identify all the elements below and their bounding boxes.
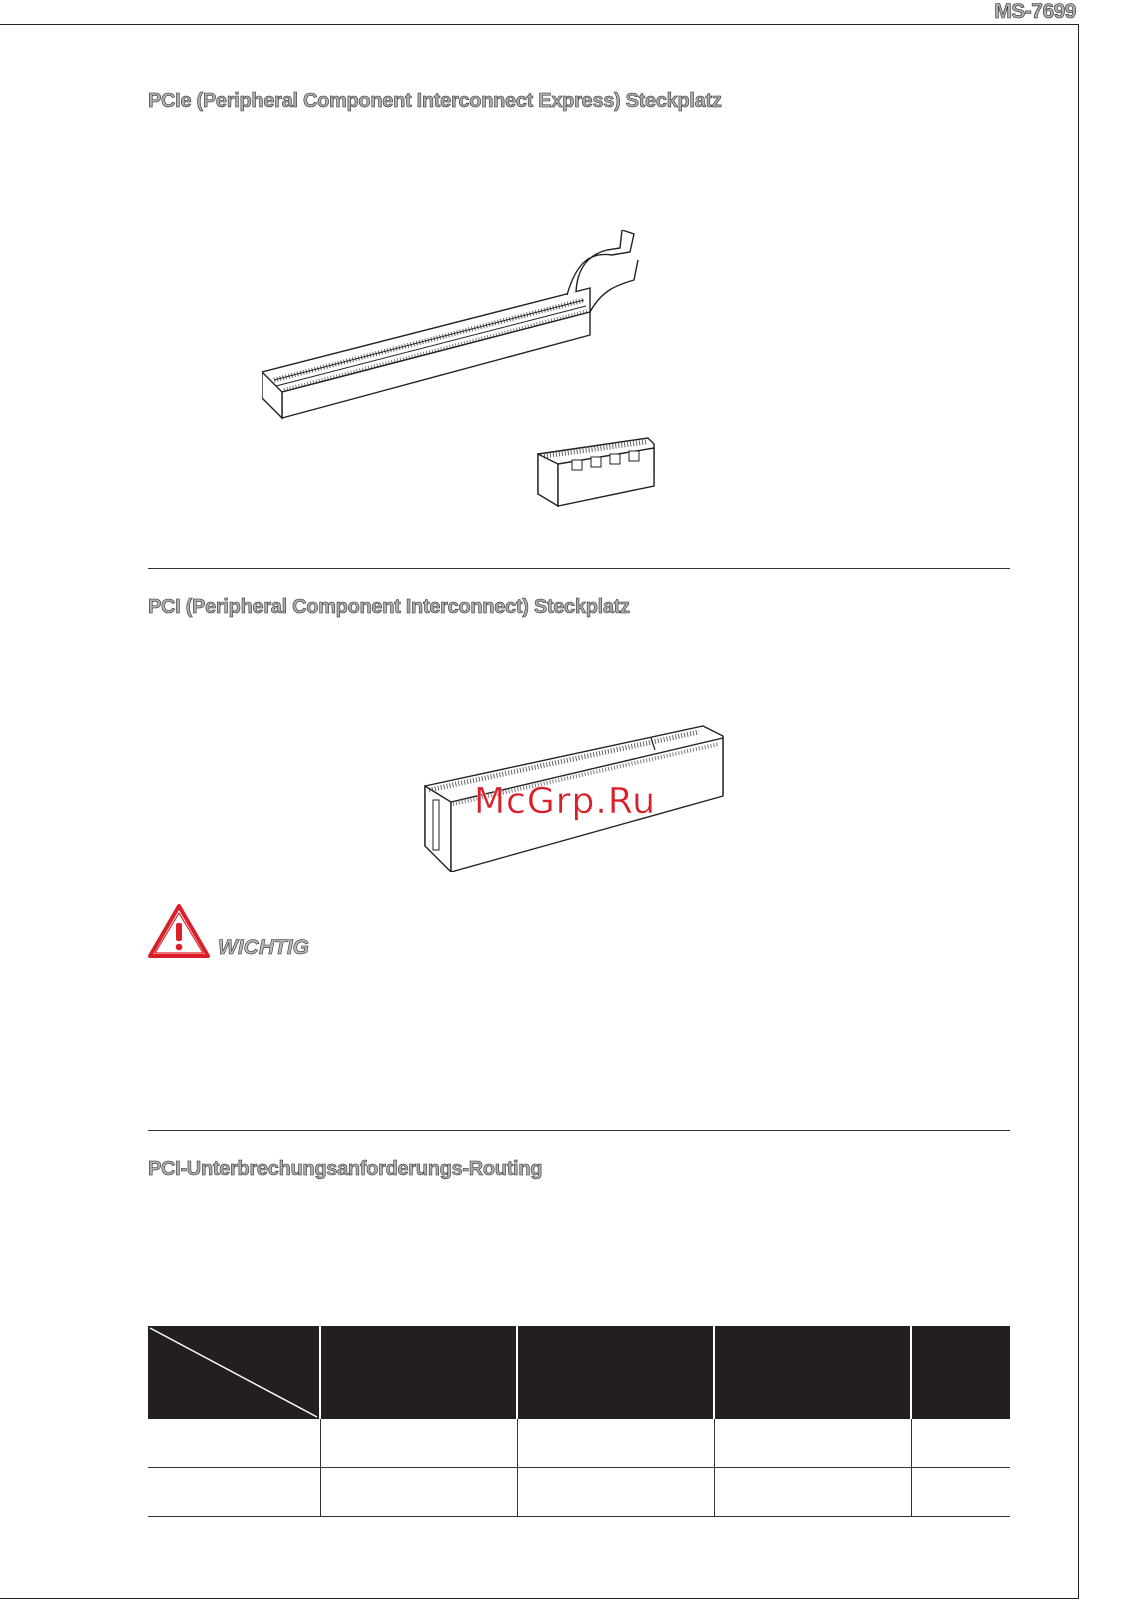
frame-right-line [1078,24,1079,1599]
table-header-cell [911,1326,1010,1419]
table-row [148,1419,1010,1468]
table-cell [517,1419,714,1468]
table-row [148,1468,1010,1517]
pcie-x1-slot-illustration [536,436,656,510]
table-cell [911,1468,1010,1517]
warning-icon [147,903,211,959]
table-header-cell [714,1326,911,1419]
irq-routing-table [148,1326,1010,1517]
pci-heading: PCI (Peripheral Component Interconnect) Steckplatz [148,596,630,618]
table-corner-cell [148,1326,320,1419]
section-divider-2 [148,1130,1010,1131]
table-cell [911,1419,1010,1468]
table-cell [148,1419,320,1468]
table-header-cell [320,1326,517,1419]
table-cell [517,1468,714,1517]
pcie-x16-slot-illustration [262,230,662,430]
table-cell [320,1419,517,1468]
corner-diagonal-icon [148,1326,319,1419]
table-header-cell [517,1326,714,1419]
table-header-row [148,1326,1010,1419]
table-cell [320,1468,517,1517]
watermark-text: McGrp.Ru [474,781,657,822]
table-cell [714,1468,911,1517]
table-cell [148,1468,320,1517]
frame-bottom-line [0,1598,1079,1599]
important-label: WICHTIG [218,936,309,959]
pcie-heading: PCIe (Peripheral Component Interconnect Express) Steckplatz [148,90,722,112]
model-label: MS-7699 [994,0,1076,23]
routing-heading: PCI-Unterbrechungsanforderungs-Routing [148,1158,543,1180]
frame-top-line [0,24,1079,25]
section-divider-1 [148,568,1010,569]
table-cell [714,1419,911,1468]
